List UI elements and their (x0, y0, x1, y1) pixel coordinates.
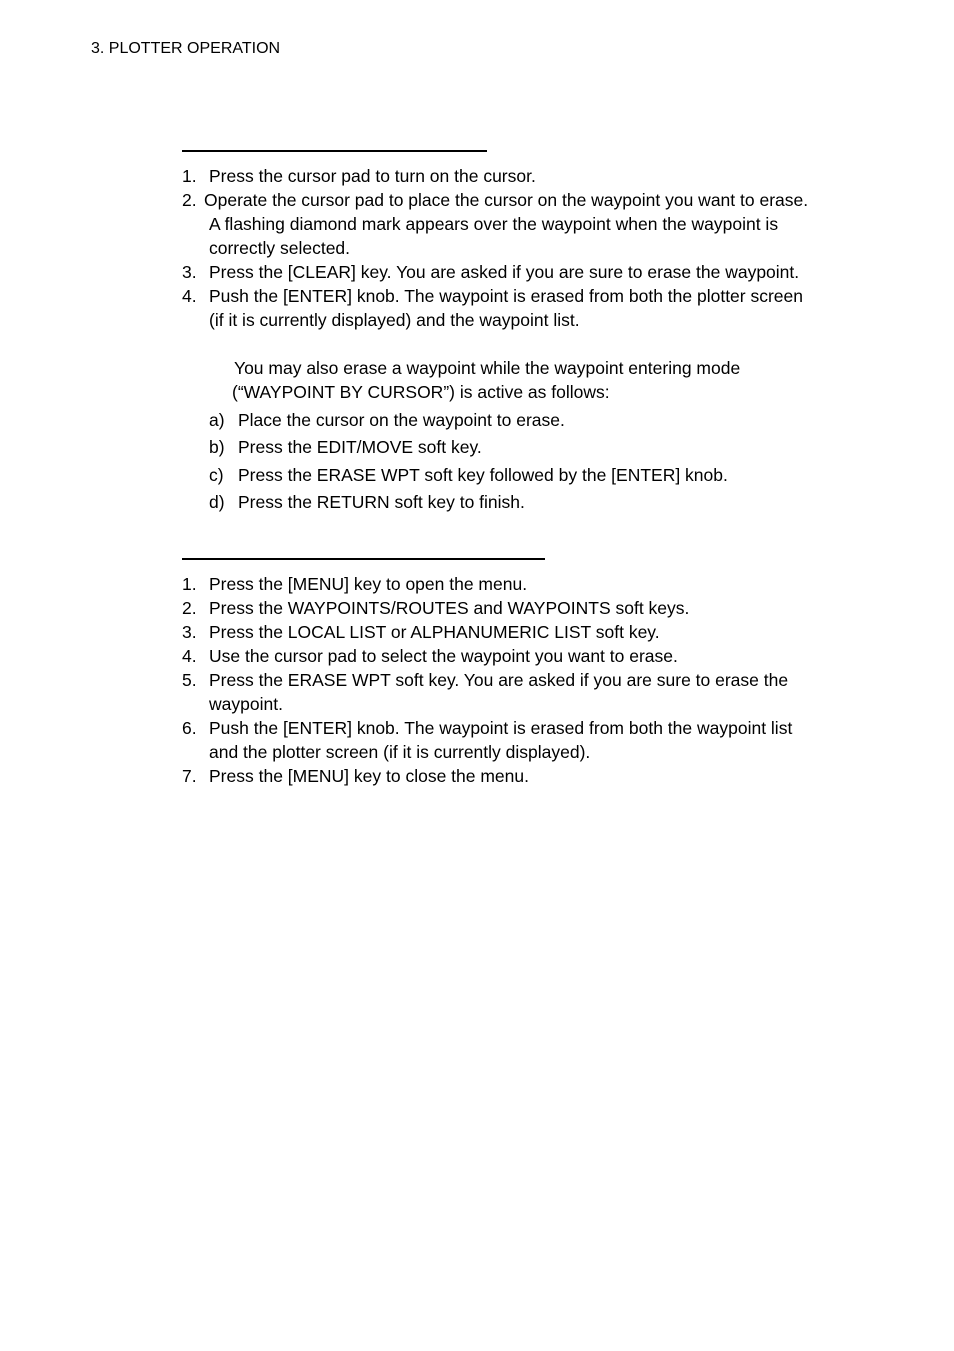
list-item (182, 284, 862, 332)
list-item (182, 164, 862, 188)
sub-step-letter: b) (209, 437, 225, 458)
page-header: 3. PLOTTER OPERATION (91, 40, 281, 57)
step-text-continued: and the plotter screen (if it is currently displayed). (209, 742, 591, 762)
step-number: 1. (182, 574, 197, 594)
sub-list-item (209, 489, 849, 516)
sub-step-letter: a) (209, 410, 225, 430)
step-number: 7. (182, 766, 197, 786)
step-text-continued: A flashing diamond mark appears over the waypoint when the waypoint is (209, 214, 779, 234)
list-item (182, 596, 862, 620)
step-text: Press the LOCAL LIST or ALPHANUMERIC LIST soft key. (209, 622, 660, 642)
note-text-continued: (“WAYPOINT BY CURSOR”) is active as follows: (232, 382, 610, 402)
sub-list-item (209, 462, 849, 489)
step-number: 2. (182, 598, 197, 618)
step-number: 3. (182, 622, 197, 642)
step-text-continued: (if it is currently displayed) and the waypoint list. (209, 310, 580, 330)
step-number: 6. (182, 718, 197, 738)
sub-step-letter: d) (209, 491, 225, 512)
section-1-heading-rule (182, 150, 487, 152)
sub-steps (209, 407, 849, 516)
step-number: 2. (182, 190, 197, 210)
step-text: Press the [CLEAR] key. You are asked if you are sure to erase the waypoint. (209, 262, 800, 282)
step-text: Press the cursor pad to turn on the cursor. (209, 166, 536, 186)
sub-step-letter: c) (209, 464, 224, 485)
step-number: 4. (182, 286, 197, 306)
sub-step-text: Place the cursor on the waypoint to erase. (238, 410, 565, 430)
step-text: Use the cursor pad to select the waypoint you want to erase. (209, 646, 678, 666)
list-item (182, 260, 862, 284)
sub-step-text: Press the ERASE WPT soft key followed by the [ENTER] knob. (238, 464, 728, 485)
step-number: 4. (182, 646, 197, 666)
list-item (182, 668, 862, 716)
step-text: Operate the cursor pad to place the cursor on the waypoint you want to erase. (204, 190, 809, 210)
list-item (182, 620, 862, 644)
step-number: 5. (182, 670, 197, 690)
sub-list-item (209, 434, 849, 461)
list-item (182, 764, 862, 788)
step-number: 3. (182, 262, 197, 282)
section-2-steps (182, 572, 862, 788)
list-item (182, 716, 862, 764)
note-paragraph (232, 356, 852, 404)
section-2-heading-rule (182, 558, 545, 560)
list-item (182, 188, 862, 260)
sub-step-text: Press the RETURN soft key to finish. (238, 491, 525, 512)
list-item (182, 644, 862, 668)
step-text: Push the [ENTER] knob. The waypoint is erased from both the waypoint list (209, 718, 793, 738)
step-text: Press the [MENU] key to open the menu. (209, 574, 528, 594)
note-text: You may also erase a waypoint while the waypoint entering mode (234, 358, 741, 378)
step-text: Push the [ENTER] knob. The waypoint is erased from both the plotter screen (209, 286, 804, 306)
sub-list-item (209, 407, 849, 434)
step-text: Press the ERASE WPT soft key. You are asked if you are sure to erase the (209, 670, 789, 690)
step-text: Press the WAYPOINTS/ROUTES and WAYPOINTS soft keys. (209, 598, 690, 618)
step-number: 1. (182, 166, 197, 186)
step-text-continued: waypoint. (209, 694, 283, 714)
sub-step-text: Press the EDIT/MOVE soft key. (238, 437, 482, 458)
section-1-steps (182, 164, 862, 332)
step-text-continued: correctly selected. (209, 238, 351, 258)
list-item (182, 572, 862, 596)
step-text: Press the [MENU] key to close the menu. (209, 766, 529, 786)
